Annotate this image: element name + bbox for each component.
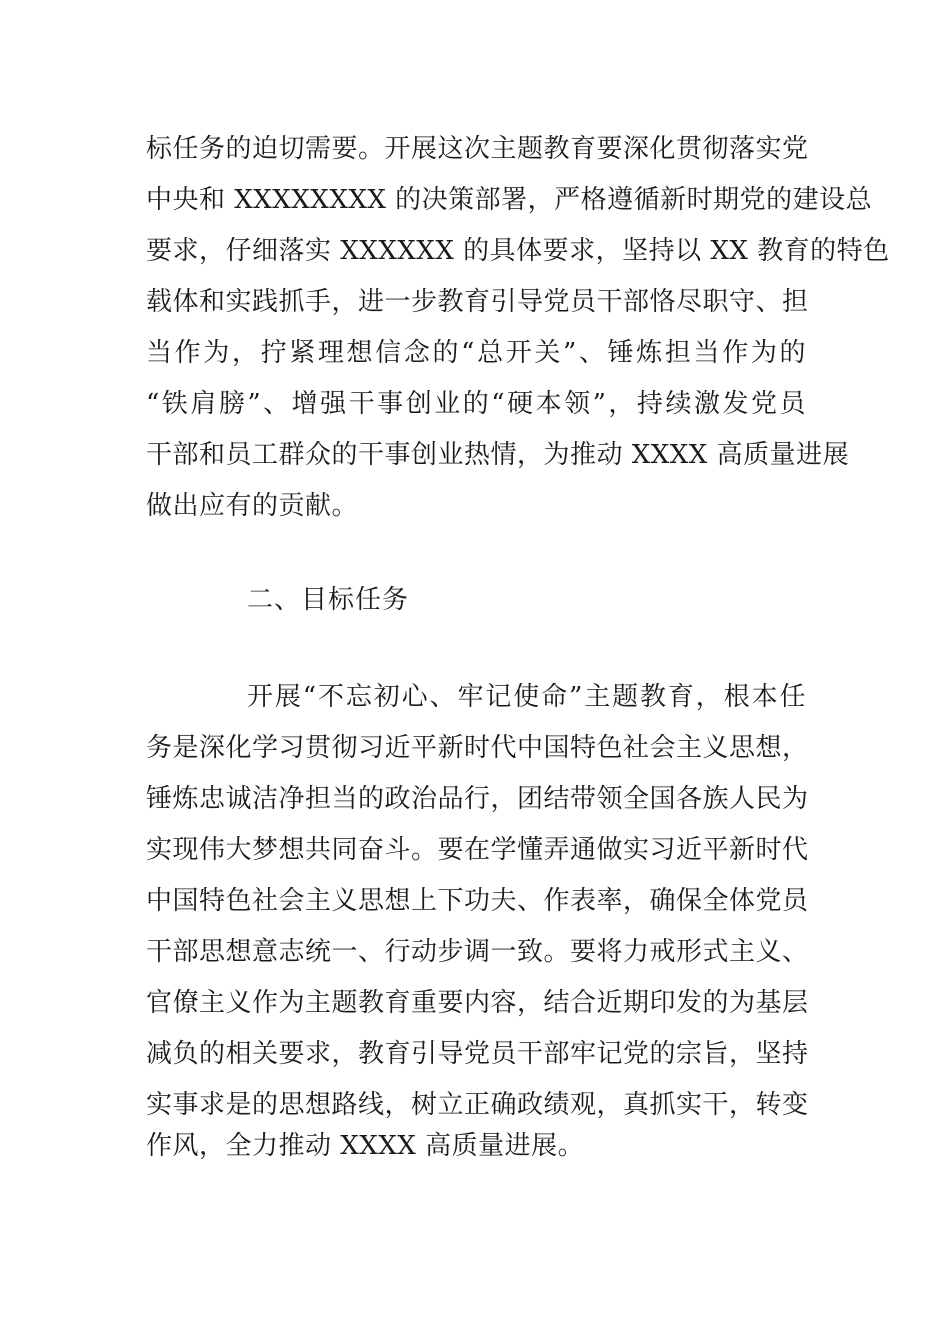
- paragraph-2-line-5: 中国特色社会主义思想上下功夫、作表率，确保全体党员: [146, 886, 809, 916]
- paragraph-2-line-8: 减负的相关要求，教育引导党员干部牢记党的宗旨，坚持: [146, 1039, 809, 1069]
- paragraph-1-line-6: “铁肩膀”、增强干事创业的“硬本领”，持续激发党员: [146, 389, 806, 419]
- paragraph-1-line-4: 载体和实践抓手，进一步教育引导党员干部恪尽职守、担: [146, 287, 809, 317]
- paragraph-2-line-4: 实现伟大梦想共同奋斗。要在学懂弄通做实习近平新时代: [146, 835, 809, 865]
- paragraph-1-line-1: 标任务的迫切需要。开展这次主题教育要深化贯彻落实党: [146, 134, 809, 164]
- paragraph-2-line-10: 作风，全力推动 XXXX 高质量进展。: [146, 1131, 585, 1161]
- paragraph-1-line-8: 做出应有的贡献。: [146, 491, 359, 521]
- section-heading: 二、目标任务: [247, 585, 410, 615]
- paragraph-2-line-9: 实事求是的思想路线，树立正确政绩观，真抓实干，转变: [146, 1090, 809, 1120]
- paragraph-2-line-1: 开展“不忘初心、牢记使命”主题教育，根本任: [247, 682, 806, 712]
- paragraph-1-line-7: 干部和员工群众的干事创业热情，为推动 XXXX 高质量进展: [146, 440, 850, 470]
- paragraph-2-line-7: 官僚主义作为主题教育重要内容，结合近期印发的为基层: [146, 988, 809, 1018]
- paragraph-1-line-5: 当作为，拧紧理想信念的“总开关”、锤炼担当作为的: [146, 338, 806, 368]
- paragraph-2-line-6: 干部思想意志统一、行动步调一致。要将力戒形式主义、: [146, 937, 809, 967]
- paragraph-2-line-3: 锤炼忠诚洁净担当的政治品行，团结带领全国各族人民为: [146, 784, 809, 814]
- paragraph-1-line-3: 要求，仔细落实 XXXXXX 的具体要求，坚持以 XX 教育的特色: [146, 236, 890, 266]
- paragraph-2-line-2: 务是深化学习贯彻习近平新时代中国特色社会主义思想，: [146, 733, 809, 763]
- paragraph-1-line-2: 中央和 XXXXXXXX 的决策部署，严格遵循新时期党的建设总: [146, 185, 873, 215]
